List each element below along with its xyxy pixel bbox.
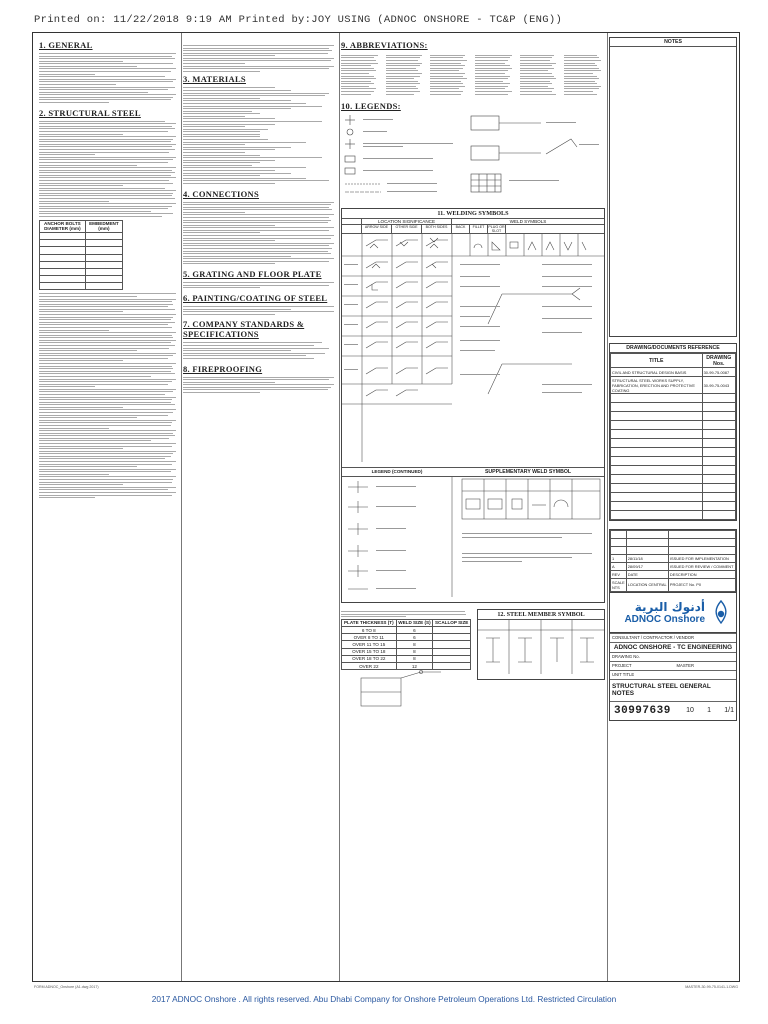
section-general xyxy=(39,40,179,103)
table-header: EMBEDMENT (mm) xyxy=(85,220,122,232)
structural-steel-notes-text xyxy=(39,121,179,217)
table-row xyxy=(611,511,736,520)
legend-continued-diagram xyxy=(342,477,604,597)
welding-symbols-box xyxy=(341,208,605,603)
steel-member-diagram xyxy=(478,620,604,674)
fireproofing-notes-text xyxy=(183,377,337,393)
location-significance-header: LOCATION SIGNIFICANCE xyxy=(362,219,452,224)
section-connections xyxy=(183,189,337,265)
welding-symbols-title: 11. WELDING SYMBOLS xyxy=(342,209,604,219)
col-arrow-side: ARROW SIDE xyxy=(362,225,392,233)
section-materials xyxy=(183,74,337,183)
adnoc-logo-icon xyxy=(710,599,732,625)
painting-notes-text xyxy=(183,306,337,314)
section-company-standards xyxy=(183,319,337,358)
references-col-number: DRAWING Nos. xyxy=(702,354,735,368)
table-row: OVER 18 TO 22 8 xyxy=(342,655,471,662)
table-row xyxy=(40,247,123,254)
grating-notes-text xyxy=(183,282,337,288)
references-table xyxy=(610,353,736,520)
table-row xyxy=(611,403,736,412)
table-row xyxy=(611,466,736,475)
structural-steel-notes-text-2 xyxy=(39,293,179,497)
table-header: ANCHOR BOLTS DIAMETER (mm) xyxy=(40,220,86,232)
table-row xyxy=(611,457,736,466)
table-row: 1 28/11/18 ISSUED FOR IMPLEMENTATION xyxy=(611,555,736,563)
col-both-sides: BOTH SIDES xyxy=(422,225,452,233)
table-row xyxy=(611,448,736,457)
project-number-label: PROJECT No. P0 xyxy=(668,579,735,591)
materials-notes-text xyxy=(183,87,337,183)
table-row: OVER 11 TO 15 8 xyxy=(342,641,471,648)
consultant-name: ADNOC ONSHORE - TC ENGINEERING xyxy=(610,642,736,652)
table-row xyxy=(40,240,123,247)
drawing-sub-number: 10 xyxy=(686,707,694,715)
drawing-number-label: DRAWING No. xyxy=(610,652,736,661)
references-col-title: TITLE xyxy=(611,354,703,368)
references-box xyxy=(609,343,737,521)
supplementary-weld-title: SUPPLEMENTARY WELD SYMBOL xyxy=(484,469,572,476)
revisions-box xyxy=(609,529,737,592)
connections-notes-text xyxy=(183,202,337,265)
table-row xyxy=(611,421,736,430)
steel-member-title: 12. STEEL MEMBER SYMBOL xyxy=(478,610,604,620)
revision-number: 1 xyxy=(707,707,712,715)
copyright-footer: 2017 ADNOC Onshore . All rights reserved. Abu Dhabi Company for Onshore Petroleum Operations Ltd. Restricted Circulation xyxy=(151,994,617,1004)
section-title: 4. CONNECTIONS xyxy=(183,188,259,199)
section-painting xyxy=(183,293,337,314)
unit-title-label: UNIT TITLE xyxy=(610,670,736,679)
section-title: 9. ABBREVIATIONS: xyxy=(341,40,428,50)
column-general xyxy=(39,37,179,977)
legend-continued-title: LEGEND (CONTINUED) xyxy=(371,469,423,475)
company-logo-block xyxy=(609,593,737,633)
consultant-label: CONSULTANT / CONTRACTOR / VENDOR xyxy=(610,633,736,642)
master-file-id: MASTER-30-99-75-0141-1.DWG xyxy=(685,985,738,989)
structural-steel-continued-text xyxy=(183,45,337,71)
table-header: PLATE THICKNESS (T) xyxy=(342,619,397,626)
col-plug-slot: PLUG OR SLOT xyxy=(488,225,505,234)
sheet-number: 1/1 xyxy=(724,707,734,715)
section-structural-steel xyxy=(39,108,179,498)
drawing-sheet xyxy=(32,32,740,982)
logo-arabic: أدنوك البرية xyxy=(634,599,705,614)
printed-header: Printed on: 11/22/2018 9:19 AM Printed by:JOY USING (ADNOC ONSHORE - TC&P (ENG)) xyxy=(34,14,563,26)
section-title: 8. FIREPROOFING xyxy=(183,363,263,374)
table-row xyxy=(611,430,736,439)
table-row xyxy=(611,412,736,421)
title-block xyxy=(609,633,737,721)
weld-symbols-header: WELD SYMBOLS xyxy=(509,219,547,225)
table-row: CIVIL AND STRUCTURAL DESIGN BASIS 30-99-75-0087 xyxy=(611,368,736,377)
section-title: 7. COMPANY STANDARDS & SPECIFICATIONS xyxy=(183,319,305,340)
col-fillet: FILLET xyxy=(470,225,488,233)
section-title: 10. LEGENDS: xyxy=(341,101,401,112)
table-row xyxy=(611,547,736,555)
table-row: A 28/09/17 ISSUED FOR REVIEW / COMMENT xyxy=(611,563,736,571)
table-row: OVER 15 TO 18 8 xyxy=(342,648,471,655)
weld-symbols-diagram xyxy=(342,234,604,462)
column-materials xyxy=(183,37,337,977)
col-back: BACK xyxy=(452,225,470,233)
scale-label: SCALE NTS xyxy=(612,579,625,590)
column-abbreviations xyxy=(341,37,605,977)
drawing-title: STRUCTURAL STEEL GENERAL NOTES xyxy=(610,679,736,701)
abbreviations-grid xyxy=(341,53,605,96)
table-row xyxy=(40,261,123,268)
table-row xyxy=(611,394,736,403)
table-row xyxy=(40,283,123,290)
drawing-number: 30997639 xyxy=(614,704,671,717)
table-row xyxy=(611,493,736,502)
logo-english: ADNOC Onshore xyxy=(624,613,705,625)
table-row xyxy=(40,268,123,275)
table-row xyxy=(611,439,736,448)
table-row xyxy=(40,276,123,283)
project-name: MASTER xyxy=(676,663,694,669)
table-row xyxy=(40,254,123,261)
table-row: OVER 8 TO 11 6 xyxy=(342,634,471,641)
col-other-side: OTHER SIDE xyxy=(392,225,422,233)
section-legends xyxy=(341,101,605,203)
weld-all-around-diagram xyxy=(341,670,471,714)
legends-diagram xyxy=(341,114,605,198)
notes-box xyxy=(609,37,737,337)
company-standards-text xyxy=(183,342,337,358)
section-fireproofing xyxy=(183,364,337,393)
section-grating xyxy=(183,269,337,288)
section-title: 6. PAINTING/COATING OF STEEL xyxy=(183,292,328,303)
steel-member-area xyxy=(477,609,605,719)
anchor-bolt-table xyxy=(39,220,123,291)
table-header: SCALLOP SIZE xyxy=(433,619,471,626)
plate-table-area xyxy=(341,609,471,719)
table-row: REV DATE DESCRIPTION xyxy=(611,571,736,579)
table-row xyxy=(611,579,736,591)
form-id: FORM ADNOC_Onshore (A1.dwg 2017) xyxy=(34,985,99,989)
location-label: LOCATION CENTRAL xyxy=(626,579,668,591)
revisions-table xyxy=(610,530,736,591)
table-row: 6 TO 8 6 xyxy=(342,627,471,634)
table-row xyxy=(611,502,736,511)
plate-weld-table xyxy=(341,619,471,670)
table-row xyxy=(611,484,736,493)
table-row xyxy=(40,232,123,239)
section-title: 2. STRUCTURAL STEEL xyxy=(39,107,141,118)
section-title: 1. GENERAL xyxy=(39,40,93,50)
table-row: OVER 22 12 xyxy=(342,663,471,670)
section-abbreviations xyxy=(341,40,605,96)
table-row xyxy=(611,531,736,539)
table-header: WELD SIZE (S) xyxy=(396,619,433,626)
section-title: 5. GRATING AND FLOOR PLATE xyxy=(183,269,322,280)
table-row xyxy=(611,539,736,547)
project-label: PROJECT xyxy=(612,663,632,669)
general-notes-text xyxy=(39,53,179,103)
steel-member-symbol-box xyxy=(477,609,605,680)
table-row xyxy=(611,475,736,484)
references-title: DRAWING/DOCUMENTS REFERENCE xyxy=(610,344,736,353)
column-title-block xyxy=(609,37,737,977)
table-row: STRUCTURAL STEEL WORKS SUPPLY, FABRICATION, ERECTION AND PROTECTIVE COATING 30-99-75-0043 xyxy=(611,377,736,394)
notes-title: NOTES xyxy=(610,38,736,47)
section-title: 3. MATERIALS xyxy=(183,74,246,85)
weld-notes-text xyxy=(341,611,471,617)
